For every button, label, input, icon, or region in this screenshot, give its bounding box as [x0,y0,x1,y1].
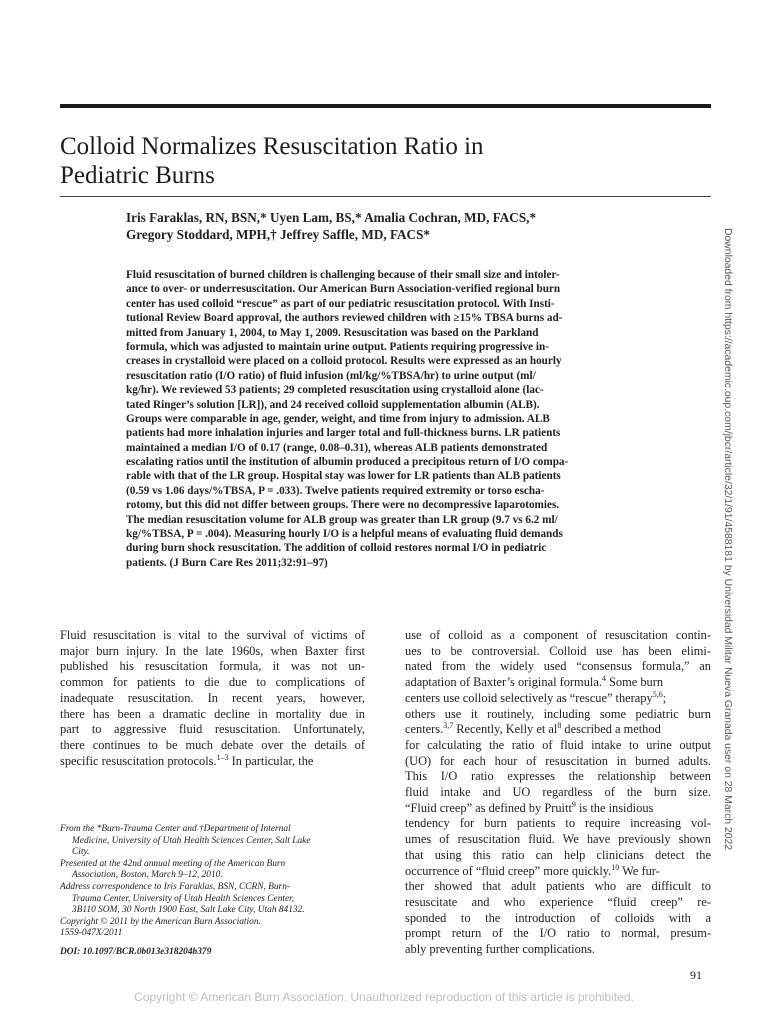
footnote-line: Copyright © 2011 by the American Burn Association. [60,916,261,927]
body-line: This I/O ratio expresses the relationship between [405,769,711,784]
body-line: ues to be controversial. Colloid use has been elimi- [405,643,711,658]
footnote-line: Association, Boston, March 9–12, 2010. [72,870,223,881]
body-line [405,691,711,707]
citation-ref: 8 [557,721,562,731]
abstract-line: maintained a median I/O of 0.17 (range, 0.08–0.31), whereas ALB patients demonstrated [126,441,548,454]
body-line: fluid intake and UO regardless of the burn size. [405,785,711,800]
footnote-line: Presented at the 42nd annual meeting of the American Burn [60,858,286,869]
citation-ref: 4 [601,674,606,684]
article-title [60,132,700,190]
body-text: centers use colloid selectively as “rescue” therapy [405,690,653,705]
citation-ref: 1–3 [216,752,229,762]
abstract-line: escalating ratios until the institution of albumin produced a precipitous return of I/O compa- [126,456,569,469]
body-column-right [405,628,711,958]
abstract-line: Fluid resuscitation of burned children is challenging because of their small size and intoler- [126,269,560,281]
body-text: In particular, the [228,753,314,768]
body-line: that using this ratio can help clinicians detect the [405,847,711,862]
body-text: occurrence of “fluid creep” more quickly. [405,863,612,878]
abstract-line: rotomy, but this did not differ between groups. There were no decompressive laparotomies. [126,499,560,512]
footnote-line: Trauma Center, University of Utah Health Sciences Center, [72,893,295,904]
citation-ref: 3,7 [443,721,454,731]
footnotes [60,824,390,940]
body-text: Some burn [605,675,664,690]
body-line: ther showed that adult patients who are difficult to [405,879,711,894]
body-text: centers. [405,722,444,737]
footnote-line: From the *Burn-Trauma Center and †Department of Internal [60,824,291,834]
body-text: specific resuscitation protocols. [60,753,217,768]
body-text: “Fluid creep” as defined by Pruitt [405,800,572,815]
abstract-line: (0.59 vs 1.06 days/%TBSA, P = .033). Twelve patients required extremity or torso escha- [126,484,545,497]
abstract-line: patients had more inhalation injuries and larger total and full-thickness burns. LR patients [126,427,561,440]
abstract-line: rable with that of the LR group. Hospital stay was lower for LR patients than ALB patients [126,470,561,483]
body-line: nated from the widely used “consensus formula,” an [405,659,711,674]
body-text: adaptation of Baxter’s original formula. [405,675,602,690]
body-line [60,754,365,770]
body-line: there continues to be much debate over the details of [60,737,365,752]
abstract-line: kg/%TBSA, P = .004). Measuring hourly I/O is a helpful means of evaluating fluid demands [126,528,563,541]
abstract-line: The median resuscitation volume for ALB group was greater than LR group (9.7 vs 6.2 ml/ [126,513,558,526]
download-banner: Downloaded from https://academic.oup.com/jbcr/article/32/1/91/4588181 by Universidad Militar Nueva Granada user on 28 March 2022 [722,228,733,851]
abstract-line: kg/hr). We reviewed 53 patients; 29 completed resuscitation using crystalloid alone (lac- [126,384,544,397]
body-text: Recently, Kelly et al [453,722,558,737]
body-line: use of colloid as a component of resuscitation contin- [405,628,711,642]
body-line: umes of resuscitation fluid. We have previously shown [405,832,711,847]
doi-link[interactable]: DOI: 10.1097/BCR.0b013e318204b379 [60,947,212,957]
abstract-line: during burn shock resuscitation. The addition of colloid restores normal I/O in pediatric [126,542,547,555]
body-column-left [60,628,365,769]
body-line: others use it routinely, including some pediatric burn [405,706,711,721]
body-line: Fluid resuscitation is vital to the survival of victims of [60,628,365,642]
body-text: is the insidious [575,800,654,815]
body-line: there has been a dramatic decline in mortality due in [60,706,365,721]
body-line: resuscitate and who experience “fluid creep” re- [405,894,711,909]
body-line: part to aggressive fluid resuscitation. Unfortunately, [60,722,365,737]
title-rule [60,196,711,197]
body-line: sponded to the introduction of colloids with a [405,910,711,925]
author-list [126,209,686,243]
abstract [126,268,646,570]
body-line: common for patients to die due to complications of [60,675,365,690]
footnote-line: Address correspondence to Iris Faraklas, BSN, CCRN, Burn- [60,881,291,892]
body-line: prompt return of the I/O ratio to normal, presum- [405,926,711,941]
body-line [405,801,711,817]
citation-ref: 10 [611,862,620,872]
body-line [405,675,711,691]
abstract-line: patients. (J Burn Care Res 2011;32:91–97) [126,556,328,569]
body-line: (UO) for each hour of resuscitation in burned adults. [405,753,711,768]
abstract-line: tated Ringer’s solution [LR]), and 24 received colloid supplementation albumin (ALB). [126,398,540,411]
title-line: Colloid Normalizes Resuscitation Ratio in [60,133,484,160]
body-line [405,864,711,880]
citation-ref: 9 [571,799,576,809]
author-line: Iris Faraklas, RN, BSN,* Uyen Lam, BS,* Amalia Cochran, MD, FACS,* [126,210,537,225]
body-line: inadequate resuscitation. In recent years, however, [60,690,365,705]
footnote-line: 1559-047X/2011 [60,928,123,939]
author-line: Gregory Stoddard, MPH,† Jeffrey Saffle, MD, FACS* [126,227,430,242]
body-text: ; [662,690,667,705]
body-line: for calculating the ratio of fluid intake to urine output [405,737,711,752]
abstract-line: tutional Review Board approval, the authors reviewed children with ≥15% TBSA burns ad- [126,312,563,325]
abstract-line: mitted from January 1, 2004, to May 1, 2009. Resuscitation was based on the Parkland [126,326,539,339]
body-line: published his resuscitation formula, it was not un- [60,659,365,674]
copyright-notice: Copyright © American Burn Association. Unauthorized reproduction of this article is prohibited. [134,990,634,1004]
abstract-line: center has used colloid “rescue” as part of our pediatric resuscitation protocol. With Insti- [126,297,555,310]
abstract-line: Groups were comparable in age, gender, weight, and time from injury to admission. ALB [126,412,550,425]
abstract-line: creases in crystalloid were placed on a colloid protocol. Results were expressed as an hourly [126,355,562,368]
abstract-line: resuscitation ratio (I/O ratio) of fluid infusion (ml/kg/%TBSA/hr) to urine output (ml/ [126,369,536,382]
body-line: ably preventing further complications. [405,942,595,957]
citation-ref: 5,6 [652,689,663,699]
body-text: We fur- [619,863,660,878]
body-line [405,722,711,738]
abstract-line: ance to over- or underresuscitation. Our American Burn Association-verified regional burn [126,283,561,296]
body-line: major burn injury. In the late 1960s, when Baxter first [60,643,365,658]
page-number: 91 [690,968,702,982]
footnote-line: City. [72,847,90,858]
title-line: Pediatric Burns [60,162,215,189]
top-rule [60,104,711,108]
footnote-line: Medicine, University of Utah Health Sciences Center, Salt Lake [72,835,311,846]
footnote-line: 3B110 SOM, 30 North 1900 East, Salt Lake City, Utah 84132. [72,905,305,916]
body-text: described a method [561,722,661,737]
abstract-line: formula, which was adjusted to maintain urine output. Patients requiring progressive in- [126,340,549,353]
body-line: tendency for burn patients to require increasing vol- [405,816,711,831]
